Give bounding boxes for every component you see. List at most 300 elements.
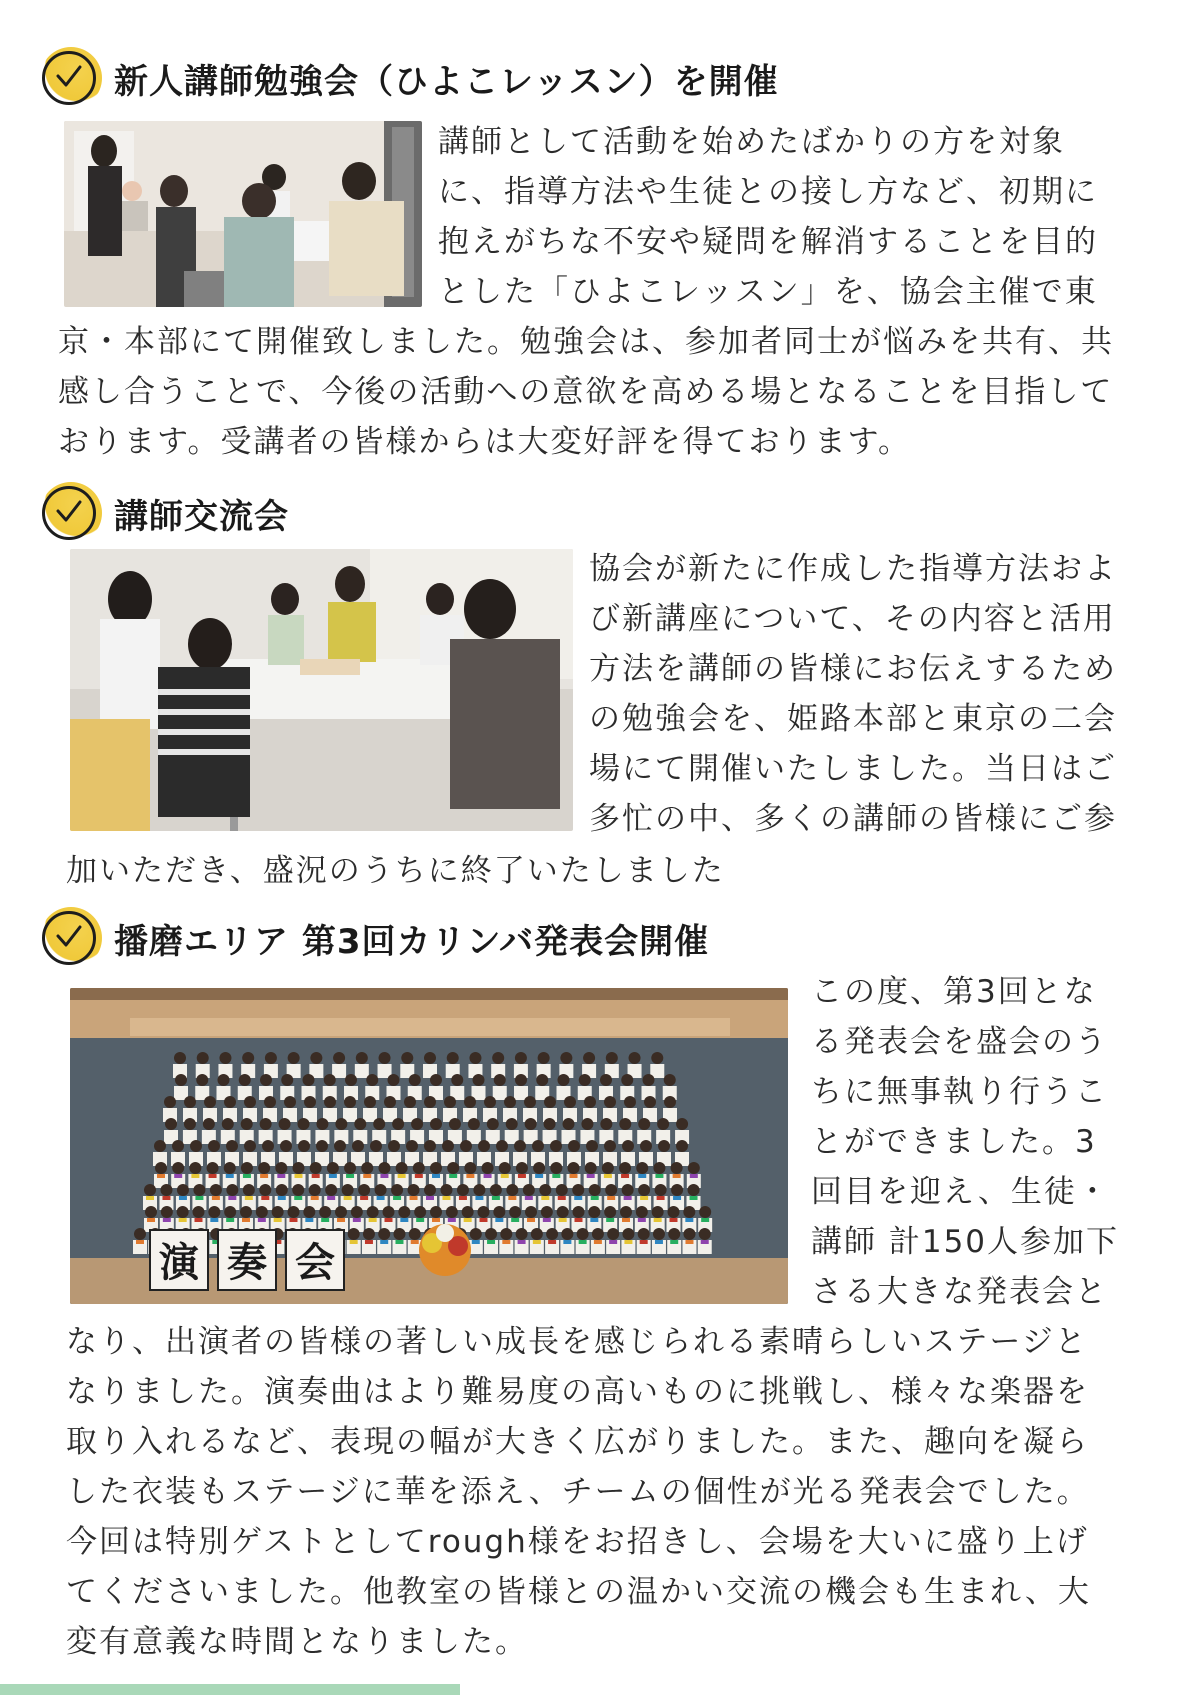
performer-scarf (579, 1240, 587, 1244)
performer-scarf (327, 1196, 335, 1200)
performer-head (160, 1184, 172, 1196)
performer-head (239, 1074, 251, 1086)
performer-head (561, 1228, 573, 1240)
performer-head (581, 1118, 593, 1130)
performer-head (604, 1206, 616, 1218)
section-text-line: とができました。3 (811, 1124, 1097, 1160)
performer-head (516, 1228, 528, 1240)
performer-scarf (480, 1218, 488, 1222)
performer-head (264, 1096, 276, 1108)
performer-head (424, 1096, 436, 1108)
performer-head (473, 1184, 485, 1196)
performer-scarf (511, 1218, 519, 1222)
performer-scarf (432, 1174, 440, 1178)
photo-hiyoko-lesson (64, 121, 422, 307)
performer-head (414, 1206, 426, 1218)
performer-head (324, 1074, 336, 1086)
performer-scarf (449, 1174, 457, 1178)
performer-head (165, 1118, 177, 1130)
section-text-line: さる大きな発表会と (811, 1274, 1108, 1310)
performer-scarf (472, 1240, 480, 1244)
performer-scarf (657, 1196, 665, 1200)
section-text-line: なりました。演奏曲はより難易度の高いものに挑戦し、様々な楽器を (66, 1374, 1089, 1410)
performer-head (388, 1140, 400, 1152)
performer-head (288, 1052, 300, 1064)
performer-scarf (157, 1174, 165, 1178)
performer-head (224, 1162, 236, 1174)
performer-head (653, 1228, 665, 1240)
performer-head (506, 1184, 518, 1196)
performer-head (550, 1140, 562, 1152)
performer-scarf (518, 1240, 526, 1244)
section-text-line: 方法を講師の皆様にお伝えするため (589, 651, 1117, 687)
performer-head (189, 1162, 201, 1174)
performer-head (487, 1118, 499, 1130)
performer-head (531, 1228, 543, 1240)
performer-scarf (591, 1196, 599, 1200)
performer-head (532, 1140, 544, 1152)
performer-head (164, 1096, 176, 1108)
performer-head (629, 1052, 641, 1064)
performer-head (409, 1228, 421, 1240)
performer-head (579, 1074, 591, 1086)
section-text-line: なり、出演者の皆様の著しい成長を感じられる素晴らしいステージと (66, 1324, 1088, 1360)
performer-scarf (260, 1174, 268, 1178)
performer-head (573, 1206, 585, 1218)
performer-head (324, 1096, 336, 1108)
performer-head (447, 1052, 459, 1064)
performer-head (310, 1162, 322, 1174)
performer-scarf (329, 1174, 337, 1178)
performer-head (388, 1074, 400, 1086)
performer-scarf (501, 1174, 509, 1178)
section-text-line: 講師 計150人参加下 (811, 1224, 1120, 1260)
performer-scarf (543, 1218, 551, 1222)
performer-head (197, 1052, 209, 1064)
performer-head (440, 1184, 452, 1196)
performer-scarf (411, 1240, 419, 1244)
performer-head (392, 1118, 404, 1130)
performer-head (446, 1206, 458, 1218)
performer-head (550, 1162, 562, 1174)
performer-head (281, 1074, 293, 1086)
performer-head (607, 1228, 619, 1240)
performer-head (258, 1162, 270, 1174)
performer-scarf (212, 1196, 220, 1200)
bottom-accent-bar (0, 1684, 460, 1695)
performer-head (523, 1184, 535, 1196)
performer-head (572, 1184, 584, 1196)
performer-head (241, 1162, 253, 1174)
section-text-line: ちに無事執り行うこ (811, 1074, 1108, 1110)
performer-head (398, 1206, 410, 1218)
section-text-line: この度、第3回とな (811, 974, 1097, 1010)
performer-head (668, 1206, 680, 1218)
performer-head (651, 1052, 663, 1064)
photo-kalimba-concert (70, 988, 788, 1304)
performer-head (653, 1162, 665, 1174)
banner-char: 演 (159, 1239, 199, 1286)
banner-char: 奏 (227, 1239, 267, 1286)
performer-head (449, 1118, 461, 1130)
performer-head (218, 1074, 230, 1086)
performer-head (348, 1228, 360, 1240)
performer-scarf (274, 1218, 282, 1222)
performer-head (500, 1228, 512, 1240)
performer-head (352, 1140, 364, 1152)
performer-head (470, 1228, 482, 1240)
performer-head (657, 1118, 669, 1130)
performer-scarf (487, 1240, 495, 1244)
performer-head (196, 1074, 208, 1086)
performer-head (636, 1162, 648, 1174)
performer-head (533, 1162, 545, 1174)
performer-scarf (527, 1218, 535, 1222)
performer-scarf (369, 1218, 377, 1222)
performer-scarf (321, 1218, 329, 1222)
performer-head (351, 1206, 363, 1218)
performer-scarf (484, 1174, 492, 1178)
performer-head (276, 1184, 288, 1196)
performer-head (536, 1074, 548, 1086)
performer-head (558, 1074, 570, 1086)
performer-head (174, 1052, 186, 1064)
section-text-line: び新講座について、その内容と活用 (589, 601, 1116, 637)
performer-scarf (622, 1218, 630, 1222)
performer-scarf (690, 1196, 698, 1200)
performer-head (544, 1118, 556, 1130)
performer-head (620, 1206, 632, 1218)
performer-scarf (195, 1218, 203, 1222)
performer-head (683, 1206, 695, 1218)
performer-head (193, 1206, 205, 1218)
performer-head (367, 1206, 379, 1218)
performer-head (210, 1184, 222, 1196)
performer-head (640, 1140, 652, 1152)
performer-head (172, 1140, 184, 1152)
performer-head (638, 1118, 650, 1130)
performer-head (335, 1118, 347, 1130)
performer-scarf (277, 1174, 285, 1178)
performer-head (484, 1096, 496, 1108)
performer-scarf (136, 1240, 144, 1244)
performer-head (256, 1206, 268, 1218)
section-heading-kalimba (40, 906, 709, 970)
performer-head (293, 1162, 305, 1174)
performer-scarf (353, 1218, 361, 1222)
performer-head (577, 1228, 589, 1240)
performer-head (462, 1206, 474, 1218)
performer-head (391, 1184, 403, 1196)
performer-scarf (609, 1240, 617, 1244)
performer-head (226, 1140, 238, 1152)
performer-head (262, 1140, 274, 1152)
performer-head (671, 1184, 683, 1196)
performer-head (193, 1184, 205, 1196)
performer-head (345, 1074, 357, 1086)
performer-head (655, 1184, 667, 1196)
section-text-line: 加いただき、盛況のうちに終了いたしました (66, 853, 725, 889)
performer-scarf (226, 1174, 234, 1178)
performer-head (478, 1206, 490, 1218)
performer-scarf (365, 1240, 373, 1244)
performer-head (600, 1074, 612, 1086)
performer-scarf (590, 1218, 598, 1222)
performer-scarf (416, 1218, 424, 1222)
performer-head (378, 1228, 390, 1240)
section-text-line: の勉強会を、姫路本部と東京の二会 (589, 701, 1117, 737)
performer-head (688, 1184, 700, 1196)
performer-head (284, 1096, 296, 1108)
performer-scarf (448, 1218, 456, 1222)
performer-head (354, 1118, 366, 1130)
performer-head (401, 1052, 413, 1064)
performer-head (638, 1184, 650, 1196)
performer-scarf (147, 1218, 155, 1222)
performer-head (525, 1118, 537, 1130)
performer-head (658, 1140, 670, 1152)
performer-head (492, 1052, 504, 1064)
performer-head (430, 1074, 442, 1086)
performer-scarf (495, 1218, 503, 1222)
performer-head (319, 1206, 331, 1218)
performer-head (208, 1140, 220, 1152)
performer-scarf (475, 1196, 483, 1200)
performer-head (490, 1184, 502, 1196)
performer-head (451, 1074, 463, 1086)
section-text-line: 多忙の中、多くの講師の皆様にご参 (589, 801, 1117, 837)
performer-scarf (508, 1196, 516, 1200)
section-text-line: おります。受講者の皆様からは大変好評を得ております。 (58, 424, 912, 460)
performer-scarf (191, 1174, 199, 1178)
performer-head (430, 1118, 442, 1130)
performer-scarf (548, 1240, 556, 1244)
performer-scarf (393, 1196, 401, 1200)
performer-scarf (624, 1196, 632, 1200)
performer-head (563, 1118, 575, 1130)
performer-head (560, 1052, 572, 1064)
performer-head (260, 1118, 272, 1130)
performer-scarf (518, 1174, 526, 1178)
section-text-line: 場にて開催いたしました。当日はご (589, 751, 1117, 787)
performer-head (203, 1118, 215, 1130)
performer-scarf (432, 1218, 440, 1222)
performer-scarf (558, 1196, 566, 1200)
performer-scarf (670, 1240, 678, 1244)
performer-scarf (209, 1174, 217, 1178)
performer-scarf (385, 1218, 393, 1222)
performer-scarf (426, 1196, 434, 1200)
performer-scarf (570, 1174, 578, 1178)
performer-head (298, 1140, 310, 1152)
performer-head (375, 1184, 387, 1196)
section-text-line: 抱えがちな不安や疑問を解消することを目的 (438, 224, 1098, 260)
section-text-line: 取り入れるなど、表現の幅が大きく広がりました。また、趣向を凝ら (66, 1424, 1089, 1460)
performer-head (298, 1118, 310, 1130)
performer-scarf (574, 1196, 582, 1200)
performer-scarf (242, 1218, 250, 1222)
checkmark-circle-icon (40, 482, 102, 544)
performer-head (316, 1140, 328, 1152)
performer-head (638, 1228, 650, 1240)
performer-scarf (245, 1196, 253, 1200)
performer-head (424, 1140, 436, 1152)
performer-scarf (350, 1240, 358, 1244)
performer-head (303, 1206, 315, 1218)
performer-head (636, 1206, 648, 1218)
performer-head (161, 1206, 173, 1218)
performer-head (541, 1206, 553, 1218)
performer-scarf (607, 1196, 615, 1200)
performer-head (699, 1206, 711, 1218)
section-text-line: した衣装もステージに華を添え、チームの個性が光る発表会でした。 (66, 1474, 1090, 1510)
performer-head (544, 1096, 556, 1108)
performer-head (379, 1052, 391, 1064)
performer-scarf (258, 1218, 266, 1222)
section-title: 播磨エリア 第3回カリンバ発表会開催 (114, 921, 710, 962)
checkmark-circle-icon (40, 47, 102, 109)
performer-head (342, 1184, 354, 1196)
performer-scarf (604, 1174, 612, 1178)
performer-scarf (294, 1196, 302, 1200)
performer-head (242, 1052, 254, 1064)
performer-head (241, 1118, 253, 1130)
performer-head (485, 1228, 497, 1240)
performer-head (583, 1052, 595, 1064)
performer-head (406, 1140, 418, 1152)
performer-scarf (638, 1174, 646, 1178)
performer-head (585, 1162, 597, 1174)
performer-head (556, 1184, 568, 1196)
section-title: 新人講師勉強会（ひよこレッスン）を開催 (114, 61, 779, 102)
banner-char: 会 (295, 1239, 335, 1286)
performer-head (499, 1162, 511, 1174)
performer-head (356, 1052, 368, 1064)
performer-head (396, 1162, 408, 1174)
performer-head (430, 1162, 442, 1174)
performer-head (546, 1228, 558, 1240)
performer-head (482, 1162, 494, 1174)
performer-head (602, 1162, 614, 1174)
section-text-line: 感し合うことで、今後の活動への意欲を高める場となることを目指して (58, 374, 1114, 410)
performer-head (316, 1118, 328, 1130)
performer-head (468, 1118, 480, 1130)
performer-scarf (346, 1174, 354, 1178)
performer-head (288, 1206, 300, 1218)
performer-scarf (344, 1196, 352, 1200)
performer-scarf (290, 1218, 298, 1222)
performer-head (155, 1162, 167, 1174)
performer-head (605, 1184, 617, 1196)
performer-head (568, 1162, 580, 1174)
performer-head (699, 1228, 711, 1240)
performer-scarf (311, 1196, 319, 1200)
performer-scarf (398, 1174, 406, 1178)
performer-head (668, 1228, 680, 1240)
performer-head (333, 1052, 345, 1064)
checkmark-circle-icon (40, 907, 102, 969)
performer-scarf (670, 1218, 678, 1222)
performer-head (260, 1074, 272, 1086)
section-text-line: とした「ひよこレッスン」を、協会主催で東 (438, 274, 1098, 310)
performer-head (424, 1184, 436, 1196)
performer-head (304, 1096, 316, 1108)
performer-head (244, 1096, 256, 1108)
performer-head (361, 1162, 373, 1174)
performer-scarf (295, 1174, 303, 1178)
performer-head (464, 1162, 476, 1174)
performer-head (644, 1096, 656, 1108)
performer-head (275, 1162, 287, 1174)
performer-head (335, 1206, 347, 1218)
performer-head (506, 1118, 518, 1130)
performer-head (204, 1096, 216, 1108)
performer-head (279, 1118, 291, 1130)
performer-head (154, 1140, 166, 1152)
section-heading-koryukai (40, 481, 289, 545)
performer-head (378, 1162, 390, 1174)
performer-head (244, 1140, 256, 1152)
performer-scarf (541, 1196, 549, 1200)
performer-head (190, 1140, 202, 1152)
performer-scarf (466, 1174, 474, 1178)
performer-head (219, 1052, 231, 1064)
performer-head (622, 1184, 634, 1196)
performer-head (366, 1074, 378, 1086)
performer-head (568, 1140, 580, 1152)
performer-head (564, 1096, 576, 1108)
performer-head (259, 1184, 271, 1196)
performer-scarf (442, 1196, 450, 1200)
performer-scarf (640, 1240, 648, 1244)
performer-scarf (380, 1174, 388, 1178)
performer-head (619, 1162, 631, 1174)
section-text-line: 協会が新たに作成した指導方法およ (589, 551, 1117, 587)
performer-scarf (400, 1218, 408, 1222)
performer-head (408, 1184, 420, 1196)
performer-head (444, 1096, 456, 1108)
performer-head (494, 1074, 506, 1086)
section-text-line: 変有意義な時間となりました。 (66, 1624, 528, 1660)
performer-head (134, 1228, 146, 1240)
performer-head (676, 1118, 688, 1130)
performer-head (592, 1228, 604, 1240)
section-text-line: 回目を迎え、生徒・ (811, 1174, 1110, 1210)
performer-scarf (575, 1218, 583, 1222)
performer-head (584, 1096, 596, 1108)
performer-head (652, 1206, 664, 1218)
performer-head (303, 1074, 315, 1086)
performer-scarf (278, 1196, 286, 1200)
performer-scarf (587, 1174, 595, 1178)
performer-head (460, 1140, 472, 1152)
performer-head (589, 1184, 601, 1196)
performer-body (332, 1064, 346, 1078)
performer-scarf (174, 1174, 182, 1178)
performer-scarf (492, 1196, 500, 1200)
performer-scarf (640, 1196, 648, 1200)
performer-scarf (261, 1196, 269, 1200)
performer-head (539, 1184, 551, 1196)
performer-head (292, 1184, 304, 1196)
performer-head (208, 1206, 220, 1218)
section-title: 講師交流会 (114, 496, 289, 537)
performer-scarf (654, 1218, 662, 1222)
performer-head (172, 1162, 184, 1174)
performer-scarf (410, 1196, 418, 1200)
performer-head (393, 1228, 405, 1240)
performer-scarf (226, 1218, 234, 1222)
